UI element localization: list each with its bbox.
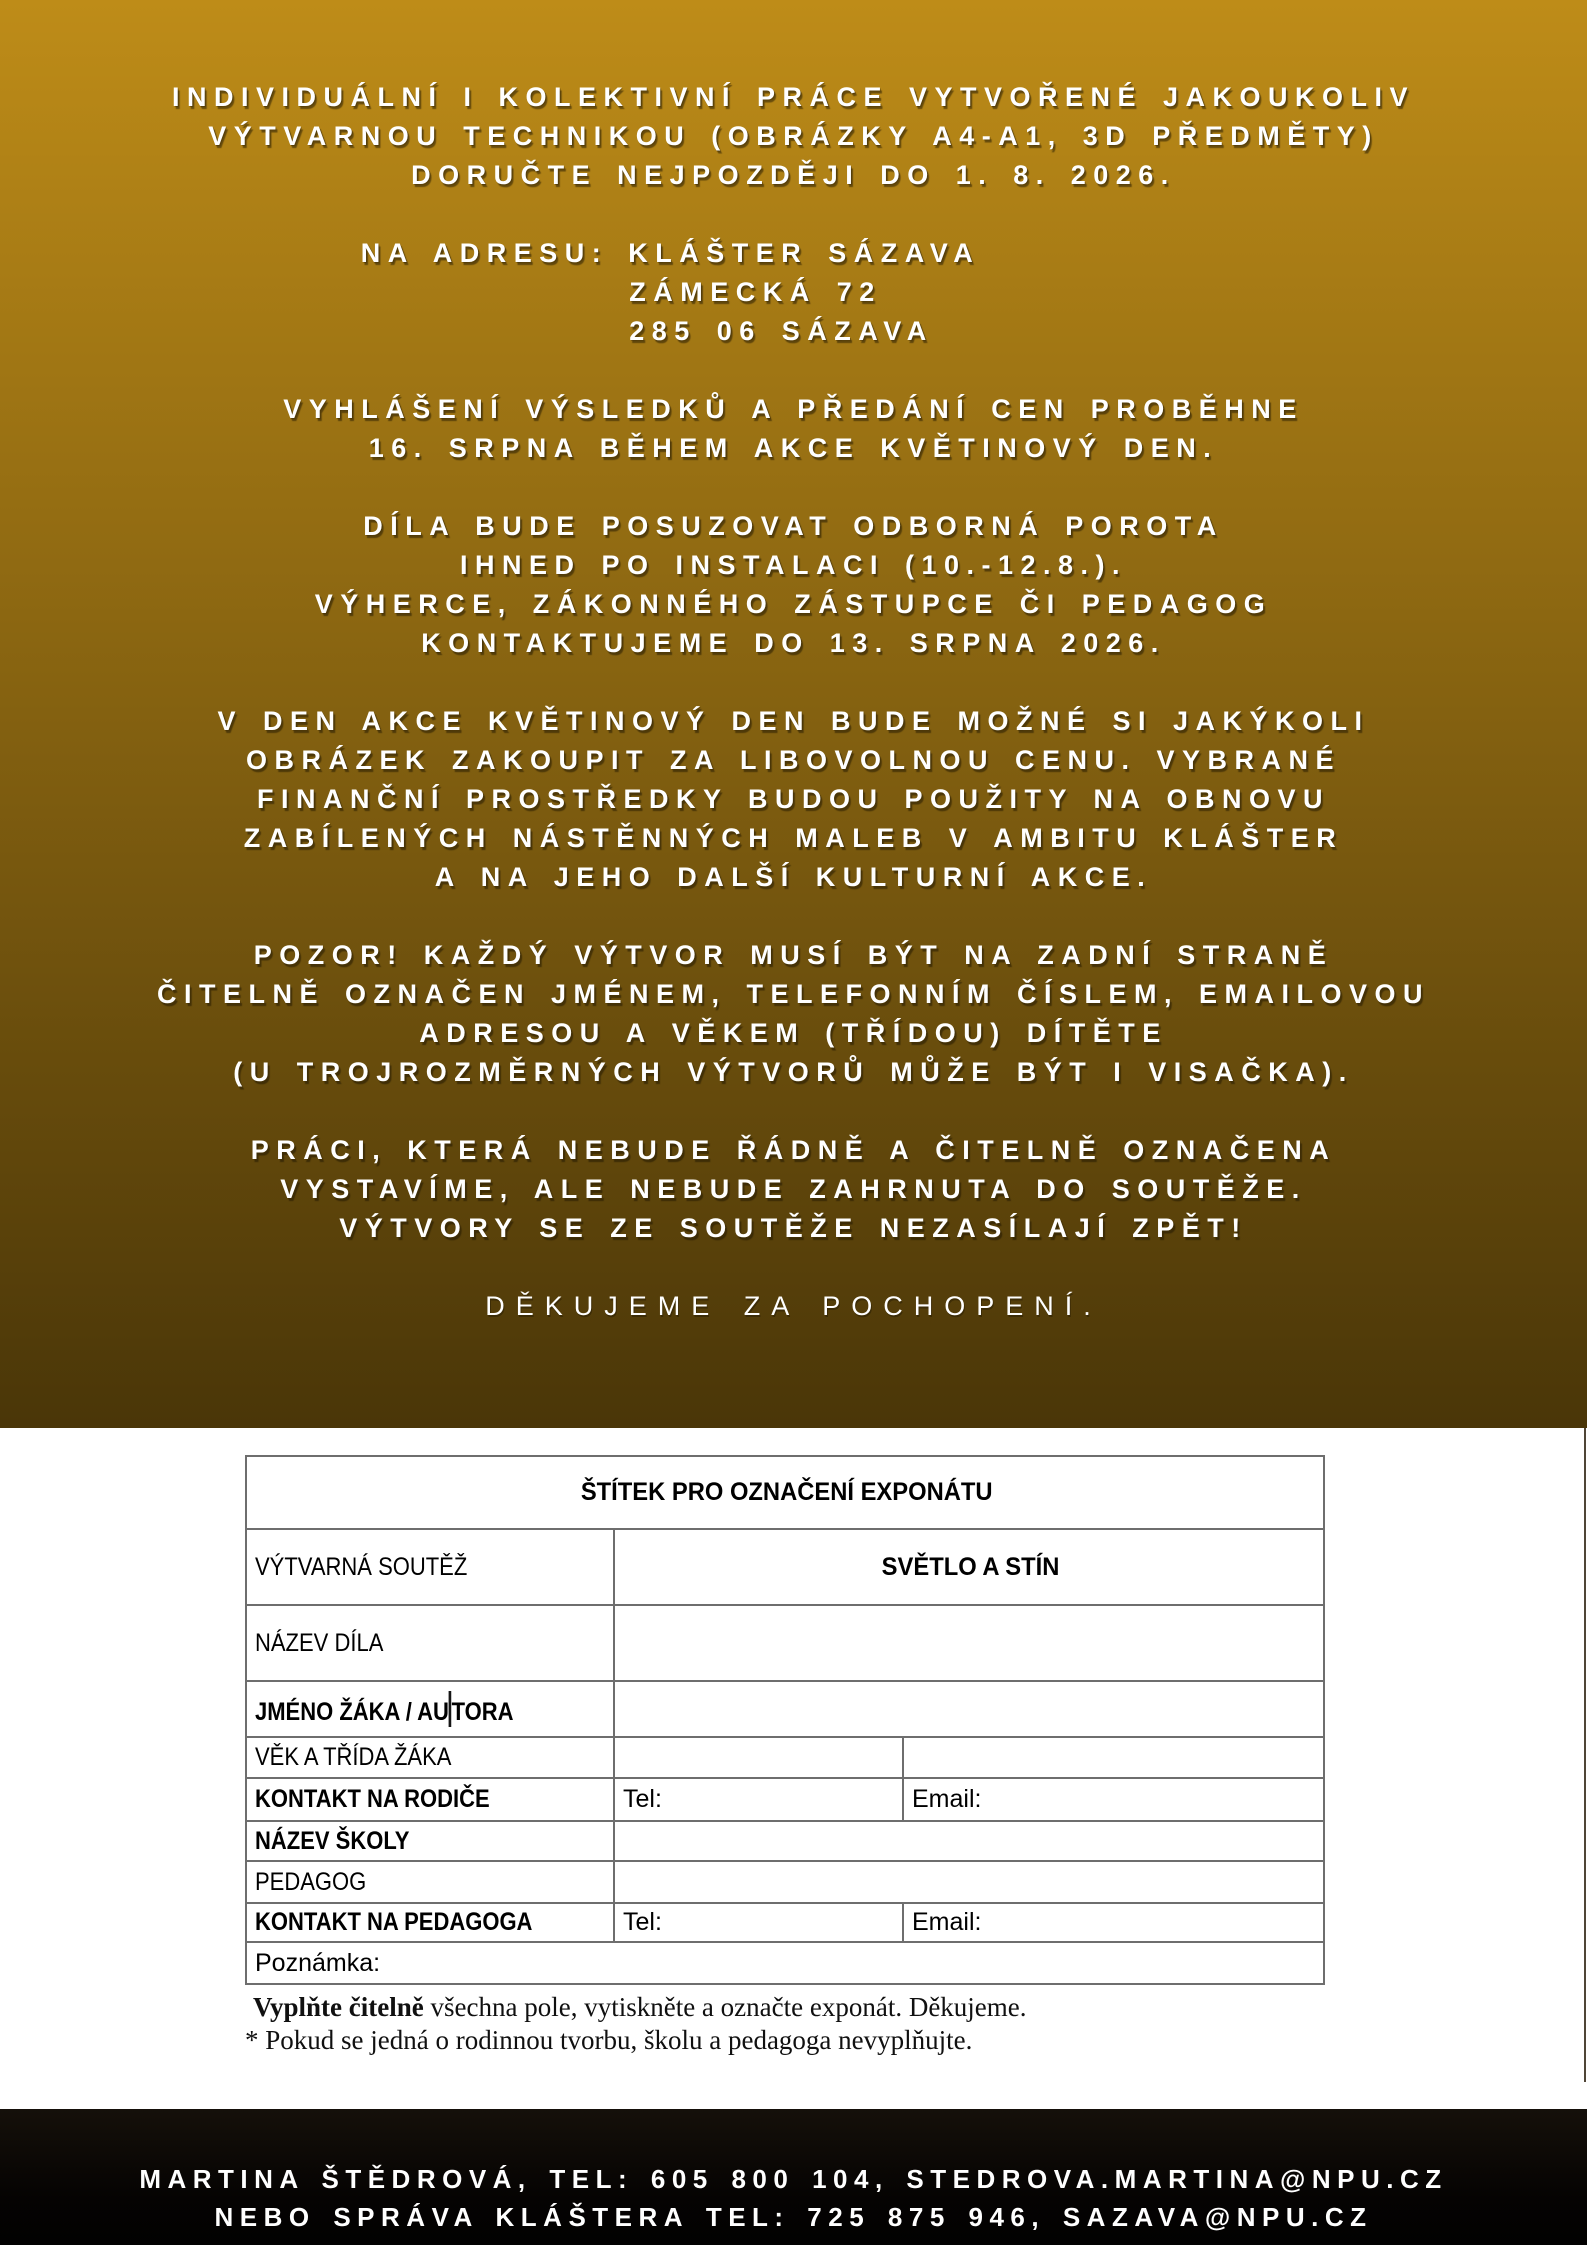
headline-line: FINANČNÍ PROSTŘEDKY BUDOU POUŽITY NA OBNOVU <box>256 784 1331 814</box>
instruction-line <box>253 1991 1587 2024</box>
headline-line: VÝTVARNOU TECHNIKOU (OBRÁZKY A4-A1, 3D PŘEDMĚTY) <box>208 121 1379 151</box>
table-row <box>246 1681 1324 1737</box>
label-kontakt-na-rodice <box>246 1778 614 1821</box>
field-tel-pedagog[interactable] <box>614 1903 903 1942</box>
address-line: NA ADRESU: KLÁŠTER SÁZAVA <box>360 238 981 268</box>
label-nazev-dila <box>246 1605 614 1681</box>
headline-line: INDIVIDUÁLNÍ I KOLEKTIVNÍ PRÁCE VYTVOŘENÉ JAKOUKOLIV <box>171 82 1416 112</box>
headline-line: V DEN AKCE KVĚTINOVÝ DEN BUDE MOŽNÉ SI JAKÝKOLI <box>217 706 1370 736</box>
headline-line: DORUČTE NEJPOZDĚJI DO 1. 8. 2026. <box>411 160 1176 190</box>
table-row <box>246 1942 1324 1984</box>
fill-in-instructions <box>245 1991 1587 2057</box>
table-row <box>246 1821 1324 1861</box>
headline-line: ČITELNĚ OZNAČEN JMÉNEM, TELEFONNÍM ČÍSLEM, EMAILOVOU <box>156 979 1430 1009</box>
table-row <box>246 1456 1324 1529</box>
label-text: NÁZEV ŠKOLY <box>255 1826 410 1855</box>
label-text: Poznámka: <box>255 1948 381 1977</box>
label-pedagog <box>246 1861 614 1903</box>
label-jmeno-zaka-autora[interactable] <box>246 1681 614 1737</box>
paragraph-unlabeled-works <box>0 1131 1587 1248</box>
table-row <box>246 1778 1324 1821</box>
email-label: Email: <box>912 1908 982 1936</box>
table-row <box>246 1529 1324 1605</box>
label-text: VÝTVARNÁ SOUTĚŽ <box>255 1552 468 1581</box>
competition-title: SVĚTLO A STÍN <box>882 1552 1060 1581</box>
tel-label: Tel: <box>623 1908 662 1936</box>
headline-line: (U TROJROZMĚRNÝCH VÝTVORŮ MŮŽE BÝT I VISAČKA). <box>233 1057 1354 1087</box>
address-line: 285 06 SÁZAVA <box>629 316 934 346</box>
headline-line: DÍLA BUDE POSUZOVAT ODBORNÁ POROTA <box>363 511 1224 541</box>
label-text: TORA <box>451 1698 514 1726</box>
label-kontakt-na-pedagoga <box>246 1903 614 1942</box>
input-cell-nazev-dila[interactable] <box>614 1605 1324 1681</box>
address-line: ZÁMECKÁ 72 <box>629 277 882 307</box>
table-title-cell <box>246 1456 1324 1529</box>
input-cell-nazev-skoly[interactable] <box>614 1821 1324 1861</box>
input-cell-vek[interactable] <box>614 1737 903 1778</box>
headline-line: 16. SRPNA BĚHEM AKCE KVĚTINOVÝ DEN. <box>368 433 1219 463</box>
headline-line: A NA JEHO DALŠÍ KULTURNÍ AKCE. <box>434 862 1153 892</box>
email-label: Email: <box>912 1785 982 1813</box>
label-vytvarna-soutez <box>246 1529 614 1605</box>
label-vek-trida-zaka <box>246 1737 614 1778</box>
headline-line: ZABÍLENÝCH NÁSTĚNNÝCH MALEB V AMBITU KLÁŠTER <box>243 823 1344 853</box>
paragraph-sale-info <box>0 702 1587 897</box>
label-text: PEDAGOG <box>255 1867 367 1896</box>
field-poznamka[interactable] <box>246 1942 1324 1984</box>
paragraph-jury <box>0 507 1587 663</box>
white-section <box>0 1455 1587 2109</box>
label-text: NÁZEV DÍLA <box>255 1628 384 1657</box>
label-text: VĚK A TŘÍDA ŽÁKA <box>255 1743 452 1771</box>
table-row <box>246 1861 1324 1903</box>
paragraph-thanks <box>0 1287 1587 1326</box>
headline-line: POZOR! KAŽDÝ VÝTVOR MUSÍ BÝT NA ZADNÍ STRANĚ <box>253 940 1334 970</box>
footer-contact-section <box>0 2109 1587 2245</box>
table-row <box>246 1737 1324 1778</box>
paragraph-address <box>0 234 1587 351</box>
footer-contact-line: MARTINA ŠTĚDROVÁ, TEL: 605 800 104, STEDROVA.MARTINA@NPU.CZ <box>139 2164 1448 2194</box>
label-text: KONTAKT NA PEDAGOGA <box>255 1908 533 1936</box>
table-title: ŠTÍTEK PRO OZNAČENÍ EXPONÁTU <box>581 1478 993 1506</box>
tel-label: Tel: <box>623 1785 662 1813</box>
input-cell-trida[interactable] <box>903 1737 1324 1778</box>
headline-line: VYSTAVÍME, ALE NEBUDE ZAHRNUTA DO SOUTĚŽE. <box>280 1174 1307 1204</box>
instruction-text: všechna pole, vytiskněte a označte exponát. Děkujeme. <box>423 1992 1027 2022</box>
headline-line: OBRÁZEK ZAKOUPIT ZA LIBOVOLNOU CENU. VYBRANÉ <box>245 745 1341 775</box>
paragraph-results-announcement <box>0 390 1587 468</box>
paragraph-labeling-warning <box>0 936 1587 1092</box>
value-competition-name <box>614 1529 1324 1605</box>
headline-line: VÝHERCE, ZÁKONNÉHO ZÁSTUPCE ČI PEDAGOG <box>314 589 1273 619</box>
instruction-footnote: * Pokud se jedná o rodinnou tvorbu, školu a pedagoga nevyplňujte. <box>245 2025 973 2055</box>
field-email-rodice[interactable] <box>903 1778 1324 1821</box>
headline-line: KONTAKTUJEME DO 13. SRPNA 2026. <box>421 628 1166 658</box>
right-edge-line <box>1584 1428 1586 2082</box>
headline-line: VÝTVORY SE ZE SOUTĚŽE NEZASÍLAJÍ ZPĚT! <box>339 1213 1248 1243</box>
paragraph-works-delivery <box>0 78 1587 195</box>
field-email-pedagog[interactable] <box>903 1903 1324 1942</box>
instruction-emphasis: Vyplňte čitelně <box>253 1992 424 2022</box>
headline-line: IHNED PO INSTALACI (10.-12.8.). <box>459 550 1128 580</box>
headline-line: ADRESOU A VĚKEM (TŘÍDOU) DÍTĚTE <box>419 1018 1168 1048</box>
table-row <box>246 1605 1324 1681</box>
input-cell-pedagog[interactable] <box>614 1861 1324 1903</box>
field-tel-rodice[interactable] <box>614 1778 903 1821</box>
input-cell-jmeno-zaka[interactable] <box>614 1681 1324 1737</box>
footer-contact-line: NEBO SPRÁVA KLÁŠTERA TEL: 725 875 946, SAZAVA@NPU.CZ <box>214 2202 1373 2232</box>
exhibit-label-table <box>245 1455 1325 1985</box>
headline-line: PRÁCI, KTERÁ NEBUDE ŘÁDNĚ A ČITELNĚ OZNAČENA <box>250 1135 1337 1165</box>
table-row <box>246 1903 1324 1942</box>
headline-line: DĚKUJEME ZA POCHOPENÍ. <box>485 1291 1102 1321</box>
headline-line: VYHLÁŠENÍ VÝSLEDKŮ A PŘEDÁNÍ CEN PROBĚHNE <box>283 394 1304 424</box>
label-nazev-skoly <box>246 1821 614 1861</box>
label-text: JMÉNO ŽÁKA / AU <box>255 1698 449 1726</box>
label-text: KONTAKT NA RODIČE <box>255 1785 490 1813</box>
